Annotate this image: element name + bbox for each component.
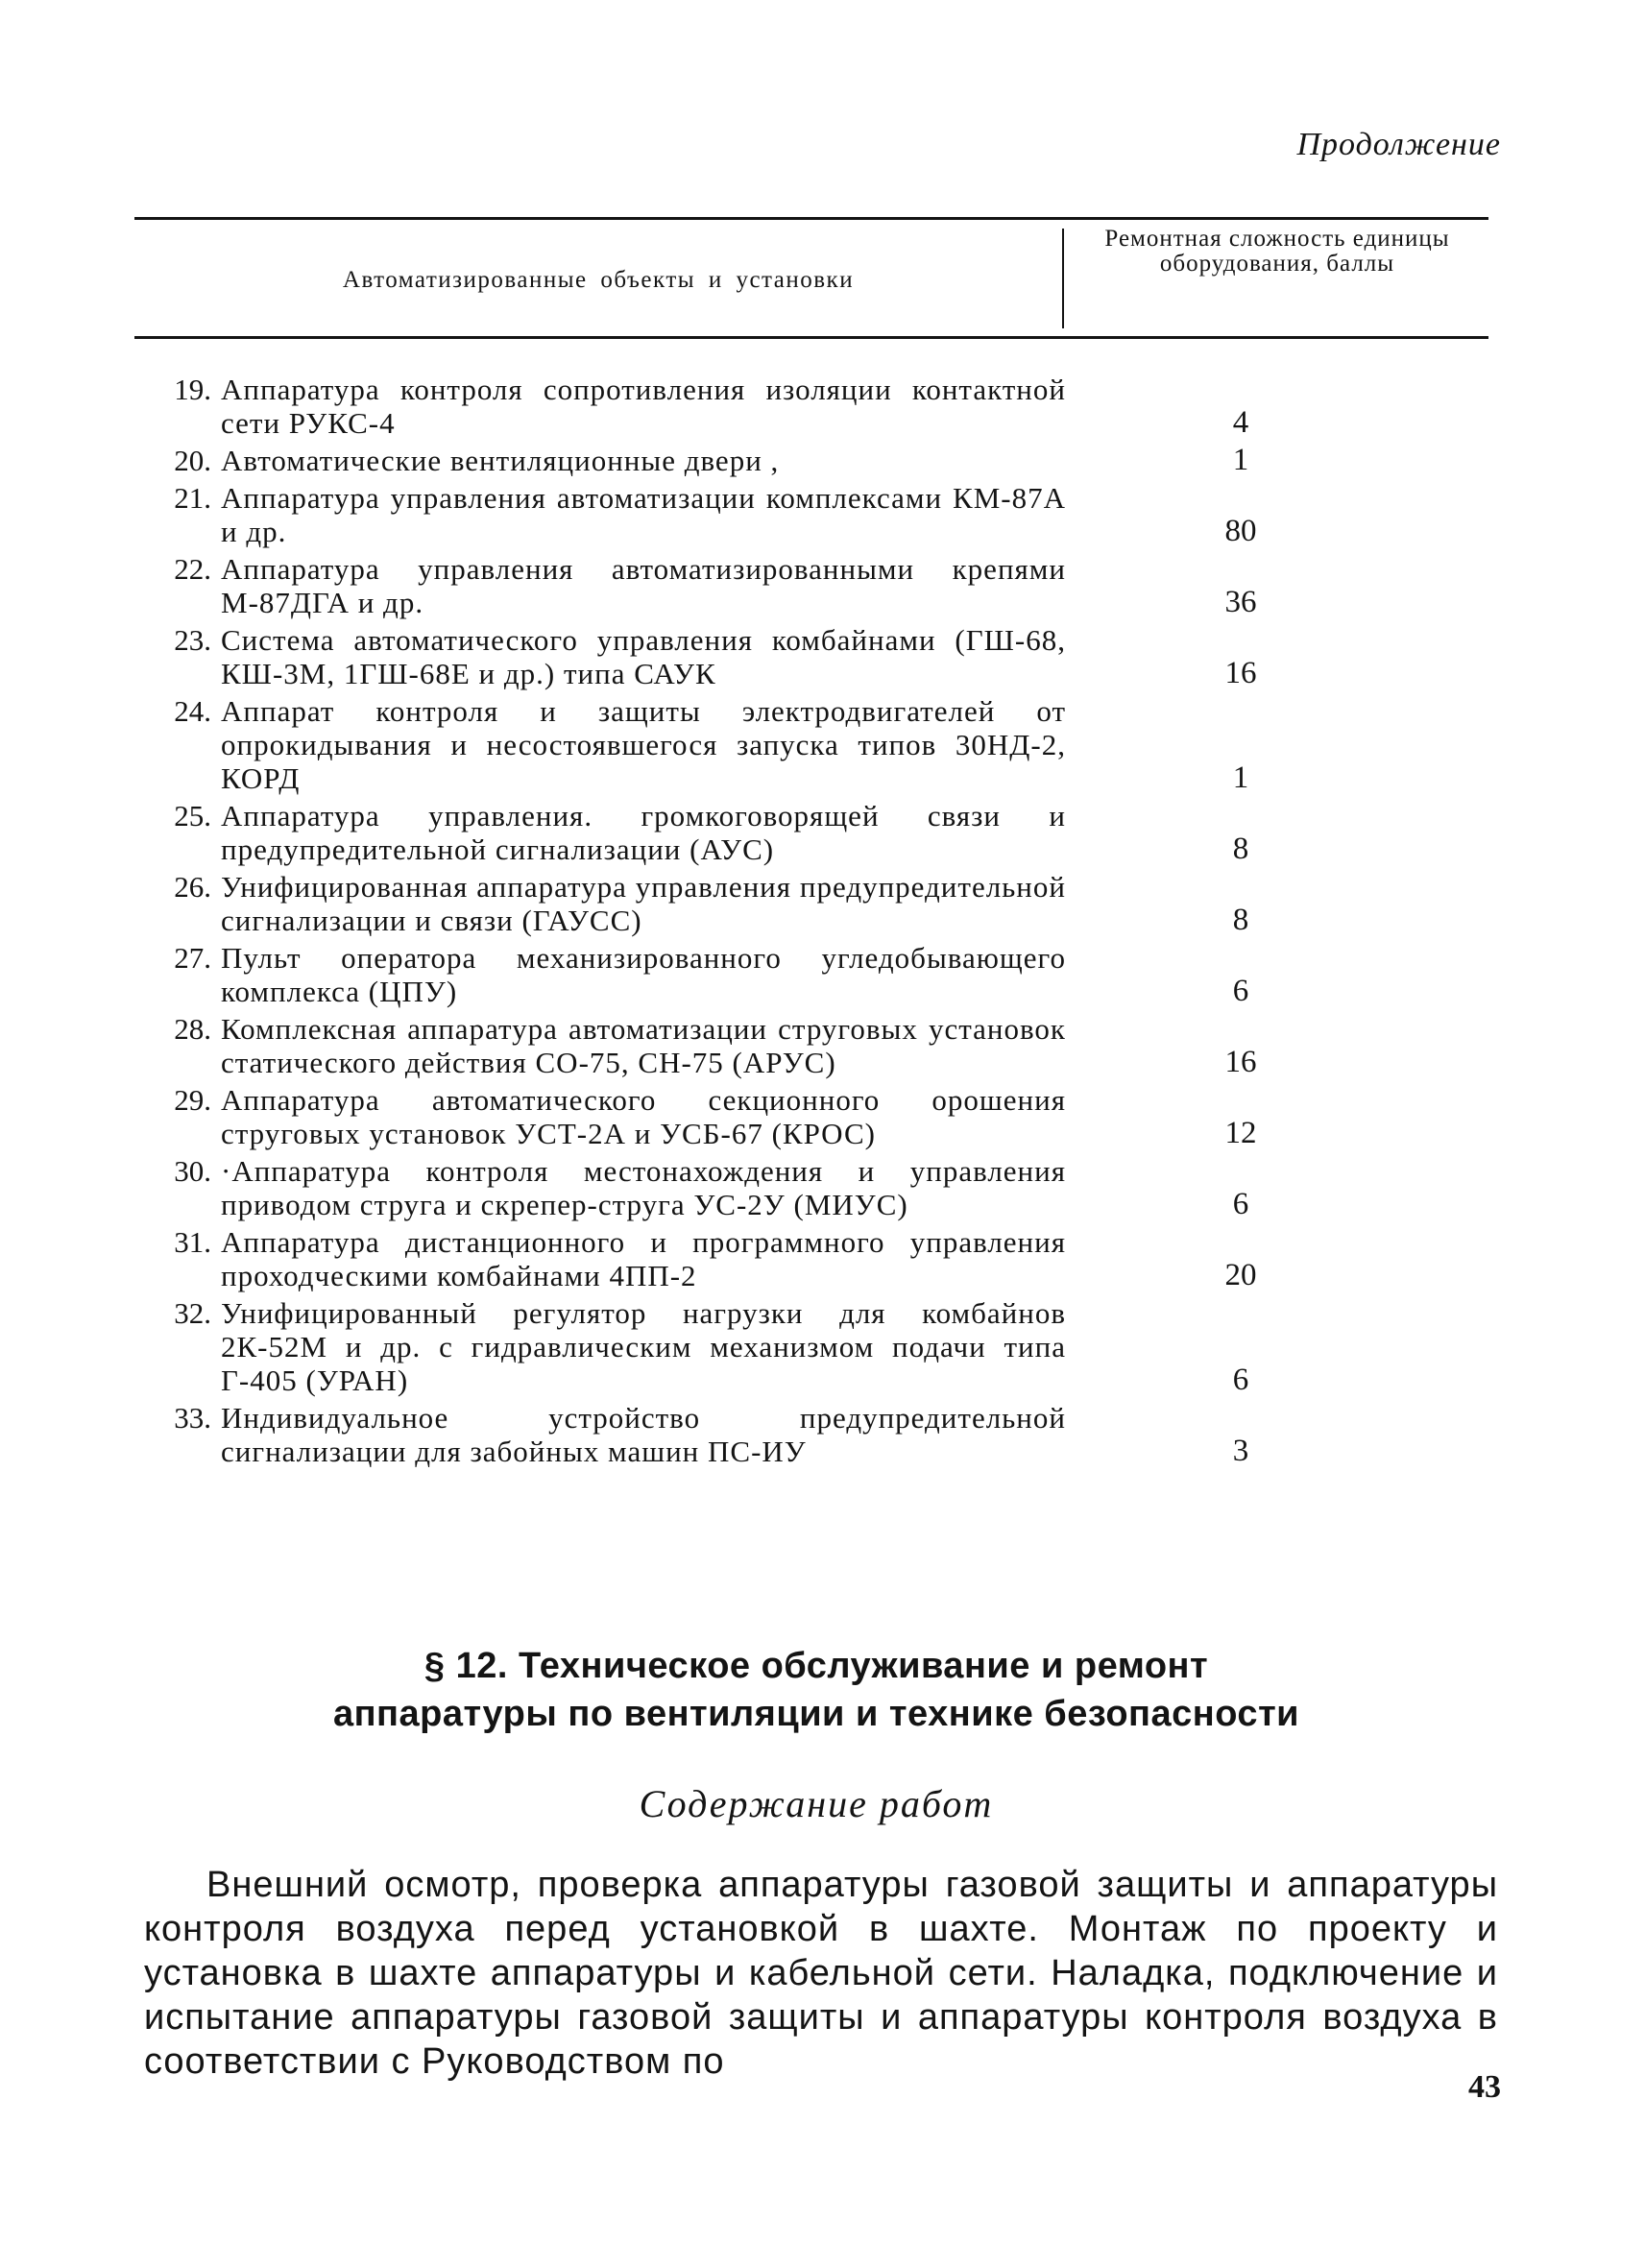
row-value: 36	[1224, 585, 1257, 619]
row-number: 28.	[174, 1012, 211, 1046]
row-number: 21.	[174, 481, 211, 515]
header-column-separator	[1062, 229, 1064, 328]
row-description: Аппаратура управления автоматизации комплексами КМ-87А и др.	[221, 481, 1066, 548]
section-title-line-2: аппаратуры по вентиляции и технике безопасности	[332, 1694, 1300, 1734]
row-value: 16	[1224, 656, 1257, 690]
table-row	[134, 481, 1498, 548]
row-value: 6	[1232, 1363, 1249, 1397]
page-number: 43	[1468, 2069, 1501, 2105]
row-description: ·Аппаратура контроля местонахождения и управления приводом струга и скрепер-струга УС-2У (МИУС)	[221, 1154, 1066, 1221]
row-description: Комплексная аппаратура автоматизации струговых установок статического действия СО-75, СН-75 (АРУС)	[221, 1012, 1066, 1079]
continuation-label: Продолжение	[1296, 127, 1501, 162]
row-value: 8	[1232, 903, 1249, 937]
section-title	[134, 1642, 1498, 1738]
row-number: 19.	[174, 373, 211, 406]
table-row	[134, 941, 1498, 1008]
table-row	[134, 799, 1498, 866]
row-number: 24.	[174, 694, 211, 728]
row-number: 30.	[174, 1154, 211, 1188]
row-description: Аппаратура контроля сопротивления изоляции контактной сети РУКС-4	[221, 373, 1066, 440]
row-value: 3	[1232, 1434, 1249, 1468]
row-description: Система автоматического управления комбайнами (ГШ-68, КШ-3М, 1ГШ-68Е и др.) типа САУК	[221, 623, 1066, 690]
table-header-rule	[134, 336, 1488, 339]
row-value: 20	[1224, 1258, 1257, 1292]
row-value: 6	[1232, 974, 1249, 1008]
row-number: 32.	[174, 1296, 211, 1330]
row-description: Аппарат контроля и защиты электродвигателей от опрокидывания и несостоявшегося запуска типов 30НД-2, КОРД	[221, 694, 1066, 795]
table-row	[134, 1296, 1498, 1397]
table-top-rule	[134, 217, 1488, 220]
table-row	[134, 694, 1498, 795]
table-row	[134, 1154, 1498, 1221]
row-description: Унифицированная аппаратура управления предупредительной сигнализации и связи (ГАУСС)	[221, 870, 1066, 937]
row-value: 6	[1232, 1187, 1249, 1221]
table-row	[134, 373, 1498, 440]
row-number: 33.	[174, 1401, 211, 1435]
table-body	[134, 373, 1498, 1472]
body-paragraph: Внешний осмотр, проверка аппаратуры газовой защиты и аппаратуры контроля воздуха перед установкой в шахте. Монтаж по проекту и установка в шахте аппаратуры и кабельной сети. Наладка, подключение и испытание аппаратуры газовой защиты и аппаратуры контроля воздуха в соответствии с Руководством по	[144, 1865, 1498, 2082]
table-row	[134, 1401, 1498, 1468]
row-number: 26.	[174, 870, 211, 904]
table-row	[134, 623, 1498, 690]
table-row	[134, 1225, 1498, 1292]
row-number: 29.	[174, 1083, 211, 1117]
row-number: 27.	[174, 941, 211, 975]
row-description: Пульт оператора механизированного угледобывающего комплекса (ЦПУ)	[221, 941, 1066, 1008]
table-row	[134, 1083, 1498, 1150]
row-description: Аппаратура дистанционного и программного управления проходческими комбайнами 4ПП-2	[221, 1225, 1066, 1292]
row-number: 25.	[174, 799, 211, 832]
row-value: 16	[1224, 1045, 1257, 1079]
row-value: 8	[1232, 832, 1249, 866]
row-value: 80	[1224, 514, 1257, 548]
row-value: 4	[1232, 405, 1249, 440]
row-value: 1	[1232, 760, 1249, 795]
row-description: Аппаратура управления. громкоговорящей связи и предупредительной сигнализации (АУС)	[221, 799, 1066, 866]
row-number: 20.	[174, 444, 211, 477]
row-number: 31.	[174, 1225, 211, 1259]
row-description: Индивидуальное устройство предупредительной сигнализации для забойных машин ПС-ИУ	[221, 1401, 1066, 1468]
row-description: Аппаратура автоматического секционного орошения струговых установок УСТ-2А и УСБ-67 (КРОС)	[221, 1083, 1066, 1150]
column-header-complexity: Ремонтная сложность единицы оборудования, баллы	[1104, 226, 1450, 277]
row-description: Автоматические вентиляционные двери ,	[221, 444, 780, 477]
table-row	[134, 870, 1498, 937]
table-row	[134, 444, 1498, 477]
row-description: Аппаратура управления автоматизированными крепями М-87ДГА и др.	[221, 552, 1066, 619]
row-number: 22.	[174, 552, 211, 586]
section-subtitle: Содержание работ	[639, 1782, 994, 1825]
table-row	[134, 552, 1498, 619]
row-description: Унифицированный регулятор нагрузки для комбайнов 2К-52М и др. с гидравлическим механизмом подачи типа Г-405 (УРАН)	[221, 1296, 1066, 1397]
row-number: 23.	[174, 623, 211, 657]
column-header-objects: Автоматизированные объекты и установки	[342, 267, 855, 293]
row-value: 12	[1224, 1116, 1257, 1150]
row-value: 1	[1232, 443, 1249, 477]
table-row	[134, 1012, 1498, 1079]
section-title-line-1: § 12. Техническое обслуживание и ремонт	[423, 1646, 1209, 1686]
